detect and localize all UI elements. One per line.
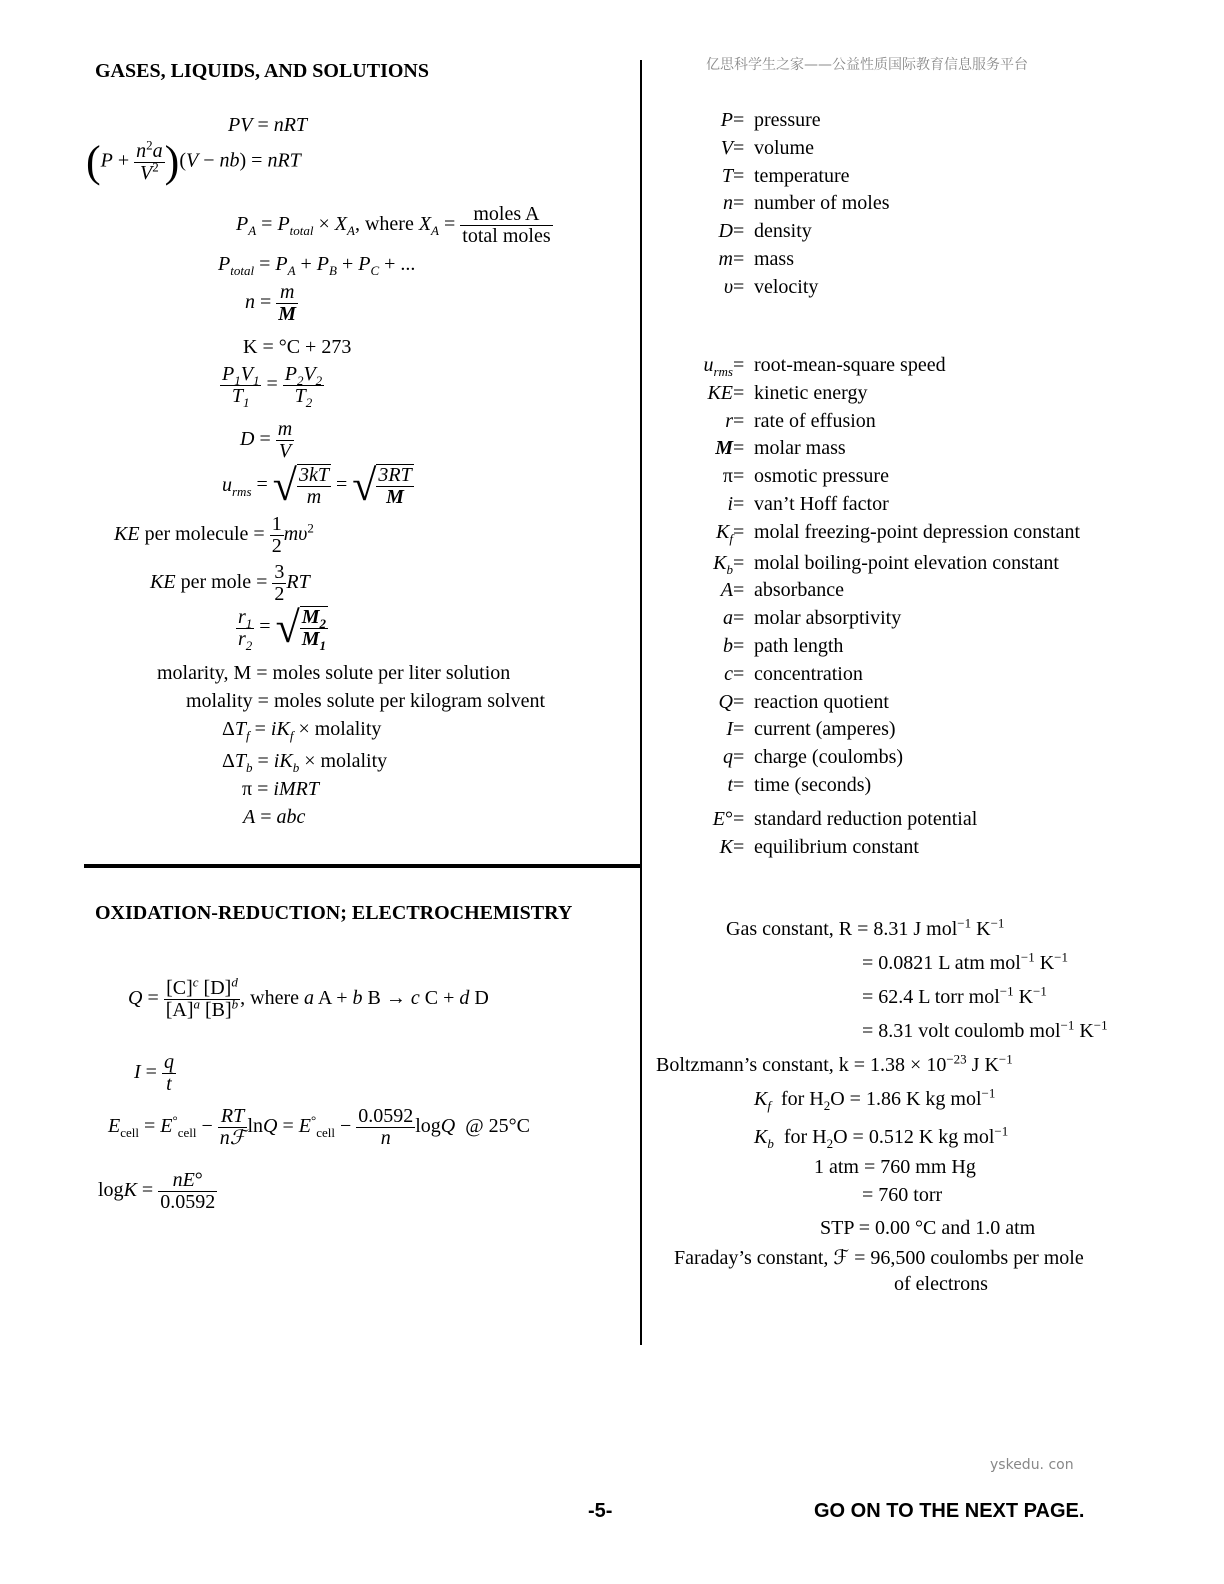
def-symbol: q bbox=[723, 746, 733, 769]
eq-effusion: $\frac{r_1}{r_2}$ = √ $\frac{M_2}{M_1}$ bbox=[238, 603, 327, 653]
column-divider bbox=[640, 60, 642, 1345]
def-definition: current (amperes) bbox=[754, 718, 896, 741]
def-definition: path length bbox=[754, 635, 844, 657]
def-definition: rate of effusion bbox=[754, 409, 876, 432]
def-symbol: M bbox=[715, 437, 733, 460]
gas-def-definition: velocity bbox=[754, 275, 819, 298]
gas-def-equals: = bbox=[733, 192, 745, 215]
const-stp: STP = 0.00 °C and 1.0 atm bbox=[820, 1217, 1036, 1239]
gas-def-symbol: m bbox=[718, 248, 733, 270]
gas-def-equals: = bbox=[733, 248, 745, 270]
gas-def-symbol: T bbox=[721, 164, 733, 187]
def-definition: molar mass bbox=[754, 437, 846, 460]
const-gas-3: = 62.4 L torr mol$^{-1}$ $K^{-1}$ bbox=[862, 983, 1047, 1008]
gas-def-definition: volume bbox=[754, 136, 814, 159]
def-equals: = bbox=[733, 354, 745, 376]
def-symbol: I bbox=[726, 718, 733, 741]
gas-def-equals: = bbox=[733, 164, 745, 187]
eq-reaction-quotient: Q = $\frac{[C]^c [D]^d}{[A]^a [B]^b}$ , where a A + b B → c C + d D bbox=[128, 974, 489, 1021]
eq-boiling: $\Delta T_b = iK_b$ × molality bbox=[222, 750, 388, 775]
def-equals: = bbox=[733, 746, 745, 769]
def-symbol: c bbox=[724, 662, 733, 685]
const-gas-2: = 0.0821 L atm mol$^{-1}$ $K^{-1}$ bbox=[862, 949, 1068, 974]
def-symbol: K bbox=[719, 835, 733, 858]
def-equals: = bbox=[733, 774, 745, 796]
eq-current: I = $\frac{q}{t}$ bbox=[134, 1051, 174, 1095]
def-equals: = bbox=[733, 607, 745, 630]
eq-osmotic: π = iMRT bbox=[242, 778, 319, 800]
eq-urms: $u_{rms}$ = √ $\frac{3kT}{m}$ = √ $\frac{3RT}{M}$ bbox=[222, 461, 412, 510]
eq-freezing: $\Delta T_f = iK_f$ × molality bbox=[222, 718, 382, 743]
def-symbol: r bbox=[725, 409, 733, 432]
def-symbol: $K_f$ bbox=[716, 520, 733, 546]
eq-density: D = $\frac{m}{V}$ bbox=[240, 418, 293, 462]
gas-def-symbol: n bbox=[723, 192, 733, 215]
def-definition: absorbance bbox=[754, 579, 844, 602]
gas-def-definition: temperature bbox=[754, 164, 850, 187]
gases-heading: GASES, LIQUIDS, AND SOLUTIONS bbox=[95, 60, 429, 82]
eq-combined-gas: $\frac{P_1V_1}{T_1}$ = $\frac{P_2V_2}{T_2}$ bbox=[222, 363, 323, 410]
def-symbol: t bbox=[727, 774, 733, 796]
eq-partial-pressure: $P_A = P_{total} \times X_A$, where $X_A$ = $\frac{\text{moles A}}{\text{total moles}}$ bbox=[236, 203, 551, 247]
def-equals: = bbox=[733, 465, 745, 488]
const-atm-torr: = 760 torr bbox=[862, 1184, 943, 1206]
def-definition: root-mean-square speed bbox=[754, 354, 946, 376]
gas-def-symbol: P bbox=[720, 109, 733, 131]
def-definition: osmotic pressure bbox=[754, 465, 889, 488]
gas-def-equals: = bbox=[733, 220, 745, 243]
def-definition: concentration bbox=[754, 662, 863, 685]
watermark-bottom: yskedu. con bbox=[990, 1457, 1074, 1473]
def-symbol: i bbox=[727, 493, 733, 515]
def-symbol: a bbox=[723, 607, 733, 630]
page-number: -5- bbox=[588, 1500, 613, 1522]
def-definition: reaction quotient bbox=[754, 690, 889, 713]
gas-def-definition: pressure bbox=[754, 109, 821, 131]
gas-def-equals: = bbox=[733, 275, 745, 298]
gas-def-symbol: υ bbox=[723, 275, 733, 298]
const-gas-4: = 8.31 volt coulomb mol$^{-1}$ $K^{-1}$ bbox=[862, 1017, 1108, 1042]
gas-def-definition: number of moles bbox=[754, 192, 890, 215]
def-equals: = bbox=[733, 690, 745, 713]
eq-logk: logK = $\frac{nE^\circ}{0.0592}$ bbox=[98, 1169, 216, 1213]
def-definition: equilibrium constant bbox=[754, 835, 919, 858]
redox-heading: OXIDATION-REDUCTION; ELECTROCHEMISTRY bbox=[95, 902, 573, 924]
gas-def-equals: = bbox=[733, 136, 745, 159]
def-symbol: b bbox=[723, 635, 733, 657]
eq-kelvin: K = °C + 273 bbox=[243, 336, 352, 358]
eq-molarity: molarity, M = moles solute per liter solution bbox=[157, 662, 511, 684]
const-faraday-2: of electrons bbox=[894, 1273, 988, 1295]
def-equals: = bbox=[733, 437, 745, 460]
section-divider bbox=[84, 864, 642, 868]
def-symbol: KE bbox=[707, 381, 733, 404]
def-definition: molal freezing-point depression constant bbox=[754, 520, 1081, 543]
def-symbol: A bbox=[720, 579, 733, 602]
def-equals: = bbox=[733, 718, 745, 741]
gas-def-equals: = bbox=[733, 109, 745, 131]
faraday-label: Faraday’s constant, ℱ bbox=[674, 1247, 850, 1269]
boltzmann-label: Boltzmann’s constant, k bbox=[656, 1054, 849, 1076]
def-symbol: π bbox=[722, 465, 733, 488]
gas-constant-label: Gas constant, R bbox=[726, 918, 853, 940]
def-symbol: $K_b$ bbox=[713, 551, 733, 577]
def-definition: molal boiling-point elevation constant bbox=[754, 551, 1059, 574]
def-symbol: E° bbox=[712, 807, 733, 830]
def-equals: = bbox=[733, 807, 745, 830]
watermark-top: 亿思科学生之家——公益性质国际教育信息服务平台 bbox=[706, 57, 1028, 73]
def-equals: = bbox=[733, 551, 745, 574]
eq-ke-mole: KE per mole = $\frac{3}{2}$ RT bbox=[150, 561, 310, 605]
gas-def-definition: mass bbox=[754, 248, 794, 270]
eq-molality: molality = moles solute per kilogram solvent bbox=[186, 690, 546, 712]
gas-def-symbol: D bbox=[718, 220, 733, 243]
const-faraday: Faraday’s constant, ℱ = 96,500 coulombs per mole bbox=[674, 1247, 1084, 1269]
def-equals: = bbox=[733, 493, 745, 515]
def-definition: standard reduction potential bbox=[754, 807, 978, 830]
def-symbol: $u_{rms}$ bbox=[703, 354, 733, 379]
def-equals: = bbox=[733, 520, 745, 543]
def-definition: kinetic energy bbox=[754, 381, 868, 404]
next-page-note: GO ON TO THE NEXT PAGE. bbox=[814, 1500, 1085, 1522]
eq-beer: A = abc bbox=[243, 806, 306, 828]
def-equals: = bbox=[733, 579, 745, 602]
eq-van-der-waals: (P + $\frac{n^2a}{V^2}$ )(V − nb) = nRT bbox=[86, 136, 301, 186]
eq-total-pressure: $P_{total} = P_A + P_B + P_C$ + ... bbox=[218, 253, 416, 278]
def-definition: molar absorptivity bbox=[754, 607, 902, 630]
def-definition: charge (coulombs) bbox=[754, 746, 904, 769]
eq-ideal-gas: PV = nRT bbox=[228, 114, 308, 136]
def-equals: = bbox=[733, 662, 745, 685]
const-gas-1: Gas constant, R = 8.31 J mol$^{-1}$ $K^{-1}$ bbox=[726, 915, 1005, 940]
def-equals: = bbox=[733, 409, 745, 432]
def-symbol: Q bbox=[718, 690, 733, 713]
const-kf: $K_f$ for $H_2O = 1.86$ K kg mol$^{-1}$ bbox=[754, 1085, 996, 1113]
eq-moles: n = $\frac{m}{M}$ bbox=[245, 281, 297, 325]
const-boltzmann: Boltzmann’s constant, $k = 1.38 \times 10^{-23}$ J $K^{-1}$ bbox=[656, 1051, 1013, 1076]
eq-ke-molecule: KE per molecule = $\frac{1}{2}$ $m\upsilon^2$ bbox=[114, 513, 314, 557]
def-definition: time (seconds) bbox=[754, 774, 872, 796]
def-equals: = bbox=[733, 635, 745, 657]
const-kb: $K_b$ for $H_2O = 0.512$ K kg mol$^{-1}$ bbox=[754, 1123, 1009, 1151]
eq-nernst: $E_{cell} = E^\circ_{cell}$ − $\frac{RT}{\text{nℱ}}$ $\ln Q = E^\circ_{cell}$ − $\frac{0.0592}{n}$ logQ @ 25°C bbox=[108, 1105, 531, 1149]
const-atm: 1 atm = 760 mm Hg bbox=[814, 1156, 976, 1178]
def-definition: van’t Hoff factor bbox=[754, 493, 889, 515]
def-equals: = bbox=[733, 835, 745, 858]
def-equals: = bbox=[733, 381, 745, 404]
gas-def-symbol: V bbox=[720, 136, 733, 159]
gas-def-definition: density bbox=[754, 220, 812, 243]
